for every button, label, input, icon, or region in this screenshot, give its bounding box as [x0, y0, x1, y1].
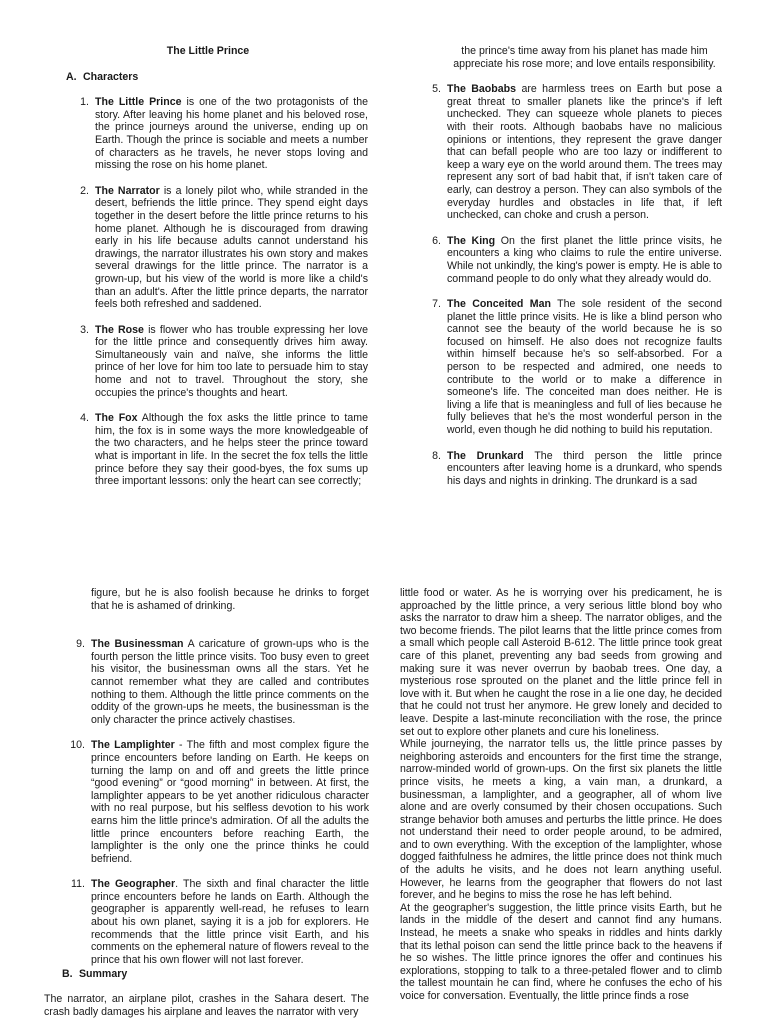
item-number: 6.	[432, 234, 441, 247]
page-2	[0, 560, 768, 1024]
item-number: 9.	[76, 638, 85, 651]
character-item	[400, 235, 722, 285]
character-description: A caricature of grown-ups who is the fourth person the little prince visits. Too busy even to greet his visitor, the businessman owns all the stars. Yet he cannot remember what they are called and contributes nothing to them. Although the little prince comments on the oddity of the grown-ups he meets, the businessman is the only character the prince actively chastises.	[91, 638, 370, 726]
character-description: The third person the little prince encounters after leaving home is a drunkard, who spends his days and nights in drinking. The drunkard is a sad	[447, 449, 722, 487]
character-description: On the first planet the little prince visits, he encounters a king who claims to rule the entire universe. While not unkindly, the king's power is empty. He is able to command people to do only what they already would do.	[447, 234, 722, 285]
character-item	[44, 638, 369, 726]
character-description: are harmless trees on Earth but pose a great threat to smaller planets like the prince's if left unchecked. They can squeeze whole planets to pieces with their roots. Although baobabs have no malicious opinions or intentions, they represent the grave danger that can befall people who are too lazy or indifferent to keep a wary eye on the world around them. The trees may represent any sort of bad habit that, if isn't taken care of early, can destroy a person. They can also symbols of the everyday hurdles and obstacles in life that, if left unchecked, can choke and crush a person.	[447, 83, 722, 222]
character-item	[48, 324, 368, 400]
character-name: The Geographer	[91, 878, 176, 891]
character-item	[400, 83, 722, 222]
section-b-label: Summary	[78, 968, 128, 981]
character-name: The Lamplighter	[91, 739, 175, 752]
continued-text: the prince's time away from his planet has made him appreciate his rose more; and love entails responsibility.	[453, 45, 716, 70]
character-name: The Rose	[95, 323, 144, 336]
item-number: 2.	[80, 184, 89, 197]
character-description: is flower who has trouble expressing her love for the little prince and consequently drives him away. Simultaneously vain and naïve, she informs the little prince of her love for him too late to persuade him to stay home and not to travel. Throughout the story, she occupies the prince's thoughts and heart.	[95, 323, 368, 399]
character-name: The Drunkard	[447, 449, 524, 462]
item-number: 8.	[432, 449, 441, 462]
continued-text: figure, but he is also foolish because he drinks to forget that he is ashamed of drinking.	[91, 587, 369, 612]
character-item	[400, 450, 722, 488]
character-description: . The sixth and final character the little prince encounters before he lands on Earth. Although the geographer is apparently well-read, he refuses to learn about his own planet, saying it is a job for explorers. He recommends that the little prince visit Earth, and his comments on the ephemeral nature of flowers reveal to the prince that his own flower will not last forever.	[91, 878, 369, 966]
character-description: The sole resident of the second planet the little prince visits. He is like a blind person who cannot see the beauty of the world because he is so focused on himself. He also does not recognize faults within himself because he's so self-absorbed. For a person to be respected and admired, one needs to contribute to the world or to make a difference in someone's life. The conceited man does neither. He is living a life that is meaningless and full of lies because he fully believes that he's the most wonderful person in the world, even though he did nothing to build his reputation.	[447, 298, 722, 437]
item-number: 10.	[70, 739, 85, 752]
section-b-marker: B.	[62, 968, 73, 981]
character-description: - The fifth and most complex figure the prince encounters before landing on Earth. He keeps on turning the lamp on and off and greets the little prince “good evening” or “good morning” in between. At first, the lamplighter appears to be yet another ridiculous character with no real purpose, but his selfless devotion to his work earns him the little prince's admiration. Of all the adults the little prince encounters before reaching Earth, the lamplighter is the only one the prince thinks he could befriend.	[91, 739, 369, 865]
character-item	[44, 878, 369, 966]
document-title: The Little Prince	[166, 45, 250, 57]
item-number: 1.	[80, 96, 89, 109]
character-description: is a lonely pilot who, while stranded in the desert, befriends the little prince. They spend eight days together in the desert before the little prince returns to his home planet. Although he is discouraged from drawing early in his life because adults cannot understand his drawings, the narrator illustrates his own story and makes several drawings for the little prince. The narrator is a grown-up, but his view of the world is more like a child's than an adult's. After the little prince departs, the narrator feels both refreshed and saddened.	[95, 184, 368, 311]
character-name: The Baobabs	[447, 83, 517, 96]
summary-paragraph: The narrator, an airplane pilot, crashes in the Sahara desert. The crash badly damages his airplane and leaves the narrator with very	[44, 993, 369, 1018]
character-name: The Fox	[95, 412, 138, 425]
summary-paragraph: At the geographer's suggestion, the little prince visits Earth, but he lands in the middle of the desert and cannot find any humans. Instead, he meets a snake who speaks in riddles and hints darkly that its lethal poison can send the little prince back to the heavens if he so wishes. The little prince ignores the offer and continues his explorations, stopping to talk to a three-petaled flower and to climb the tallest mountain he can find, where he confuses the echo of his voice for conversation. Eventually, the little prince finds a rose	[400, 901, 722, 1002]
page-1-left-column	[48, 45, 368, 501]
item-number: 4.	[80, 412, 89, 425]
section-a-heading	[66, 71, 368, 84]
summary-paragraph: While journeying, the narrator tells us, the little prince passes by neighboring asteroids and encounters for the first time the strange, narrow-minded world of grown-ups. On the first six planets the little prince visits, he meets a king, a vain man, a drunkard, a businessman, a lamplighter, and a geographer, all of whom live alone and are overly consumed by their chosen occupations. Such strange behavior both amuses and perturbs the little prince. He does not understand their need to order people around, to be admired, and to own everything. With the exception of the lamplighter, whose dogged faithfulness he admires, the little prince does not think much of the adults he visits, and he does not learn anything useful. However, he learns from the geographer that flowers do not last forever, and he begins to miss the rose he has left behind.	[400, 738, 722, 902]
item-number: 7.	[432, 298, 441, 311]
item-number: 11.	[71, 878, 85, 891]
character-item	[44, 739, 369, 865]
page-2-right-column	[400, 587, 722, 1003]
page-1-right-column	[400, 45, 722, 500]
item-number: 3.	[80, 323, 89, 336]
character-name: The King	[447, 234, 496, 247]
section-b-heading	[62, 968, 369, 981]
page-2-left-column	[44, 587, 369, 1018]
character-name: The Conceited Man	[447, 298, 551, 311]
section-a-marker: A.	[66, 70, 77, 83]
character-name: The Narrator	[95, 184, 160, 197]
character-description: Although the fox asks the little prince to tame him, the fox is in some ways the more knowledgeable of the two characters, and he helps steer the prince toward what is important in life. In the secret the fox tells the little prince before they say their good-byes, the fox sums up three important lessons: only the heart can see correctly;	[95, 412, 368, 488]
character-name: The Businessman	[91, 638, 184, 651]
character-name: The Little Prince	[95, 96, 182, 109]
item-number: 5.	[432, 83, 441, 96]
character-item	[48, 96, 368, 172]
summary-paragraph: little food or water. As he is worrying over his predicament, he is approached by the little prince, a very serious little blond boy who asks the narrator to draw him a sheep. The narrator obliges, and the two become friends. The pilot learns that the little prince comes from a small which people call Asteroid B-612. The little prince took great care of this planet, preventing any bad seeds from growing and making sure it was never overrun by baobab trees. One day, a mysterious rose sprouted on the planet and the little prince fell in love with it. But when he caught the rose in a lie one day, he decided that he could not trust her anymore. He grew lonely and decided to leave. Despite a last-minute reconciliation with the rose, the prince set out to explore other planets and cure his loneliness.	[400, 587, 722, 738]
section-a-label: Characters	[82, 70, 139, 83]
character-item	[48, 185, 368, 311]
character-description: is one of the two protagonists of the story. After leaving his home planet and his beloved rose, the prince journeys around the universe, ending up on Earth. Though the prince is sociable and meets a number of characters as he travels, he never stops loving and missing the rose on his home planet.	[95, 96, 368, 172]
character-item	[48, 412, 368, 488]
character-item	[400, 298, 722, 437]
